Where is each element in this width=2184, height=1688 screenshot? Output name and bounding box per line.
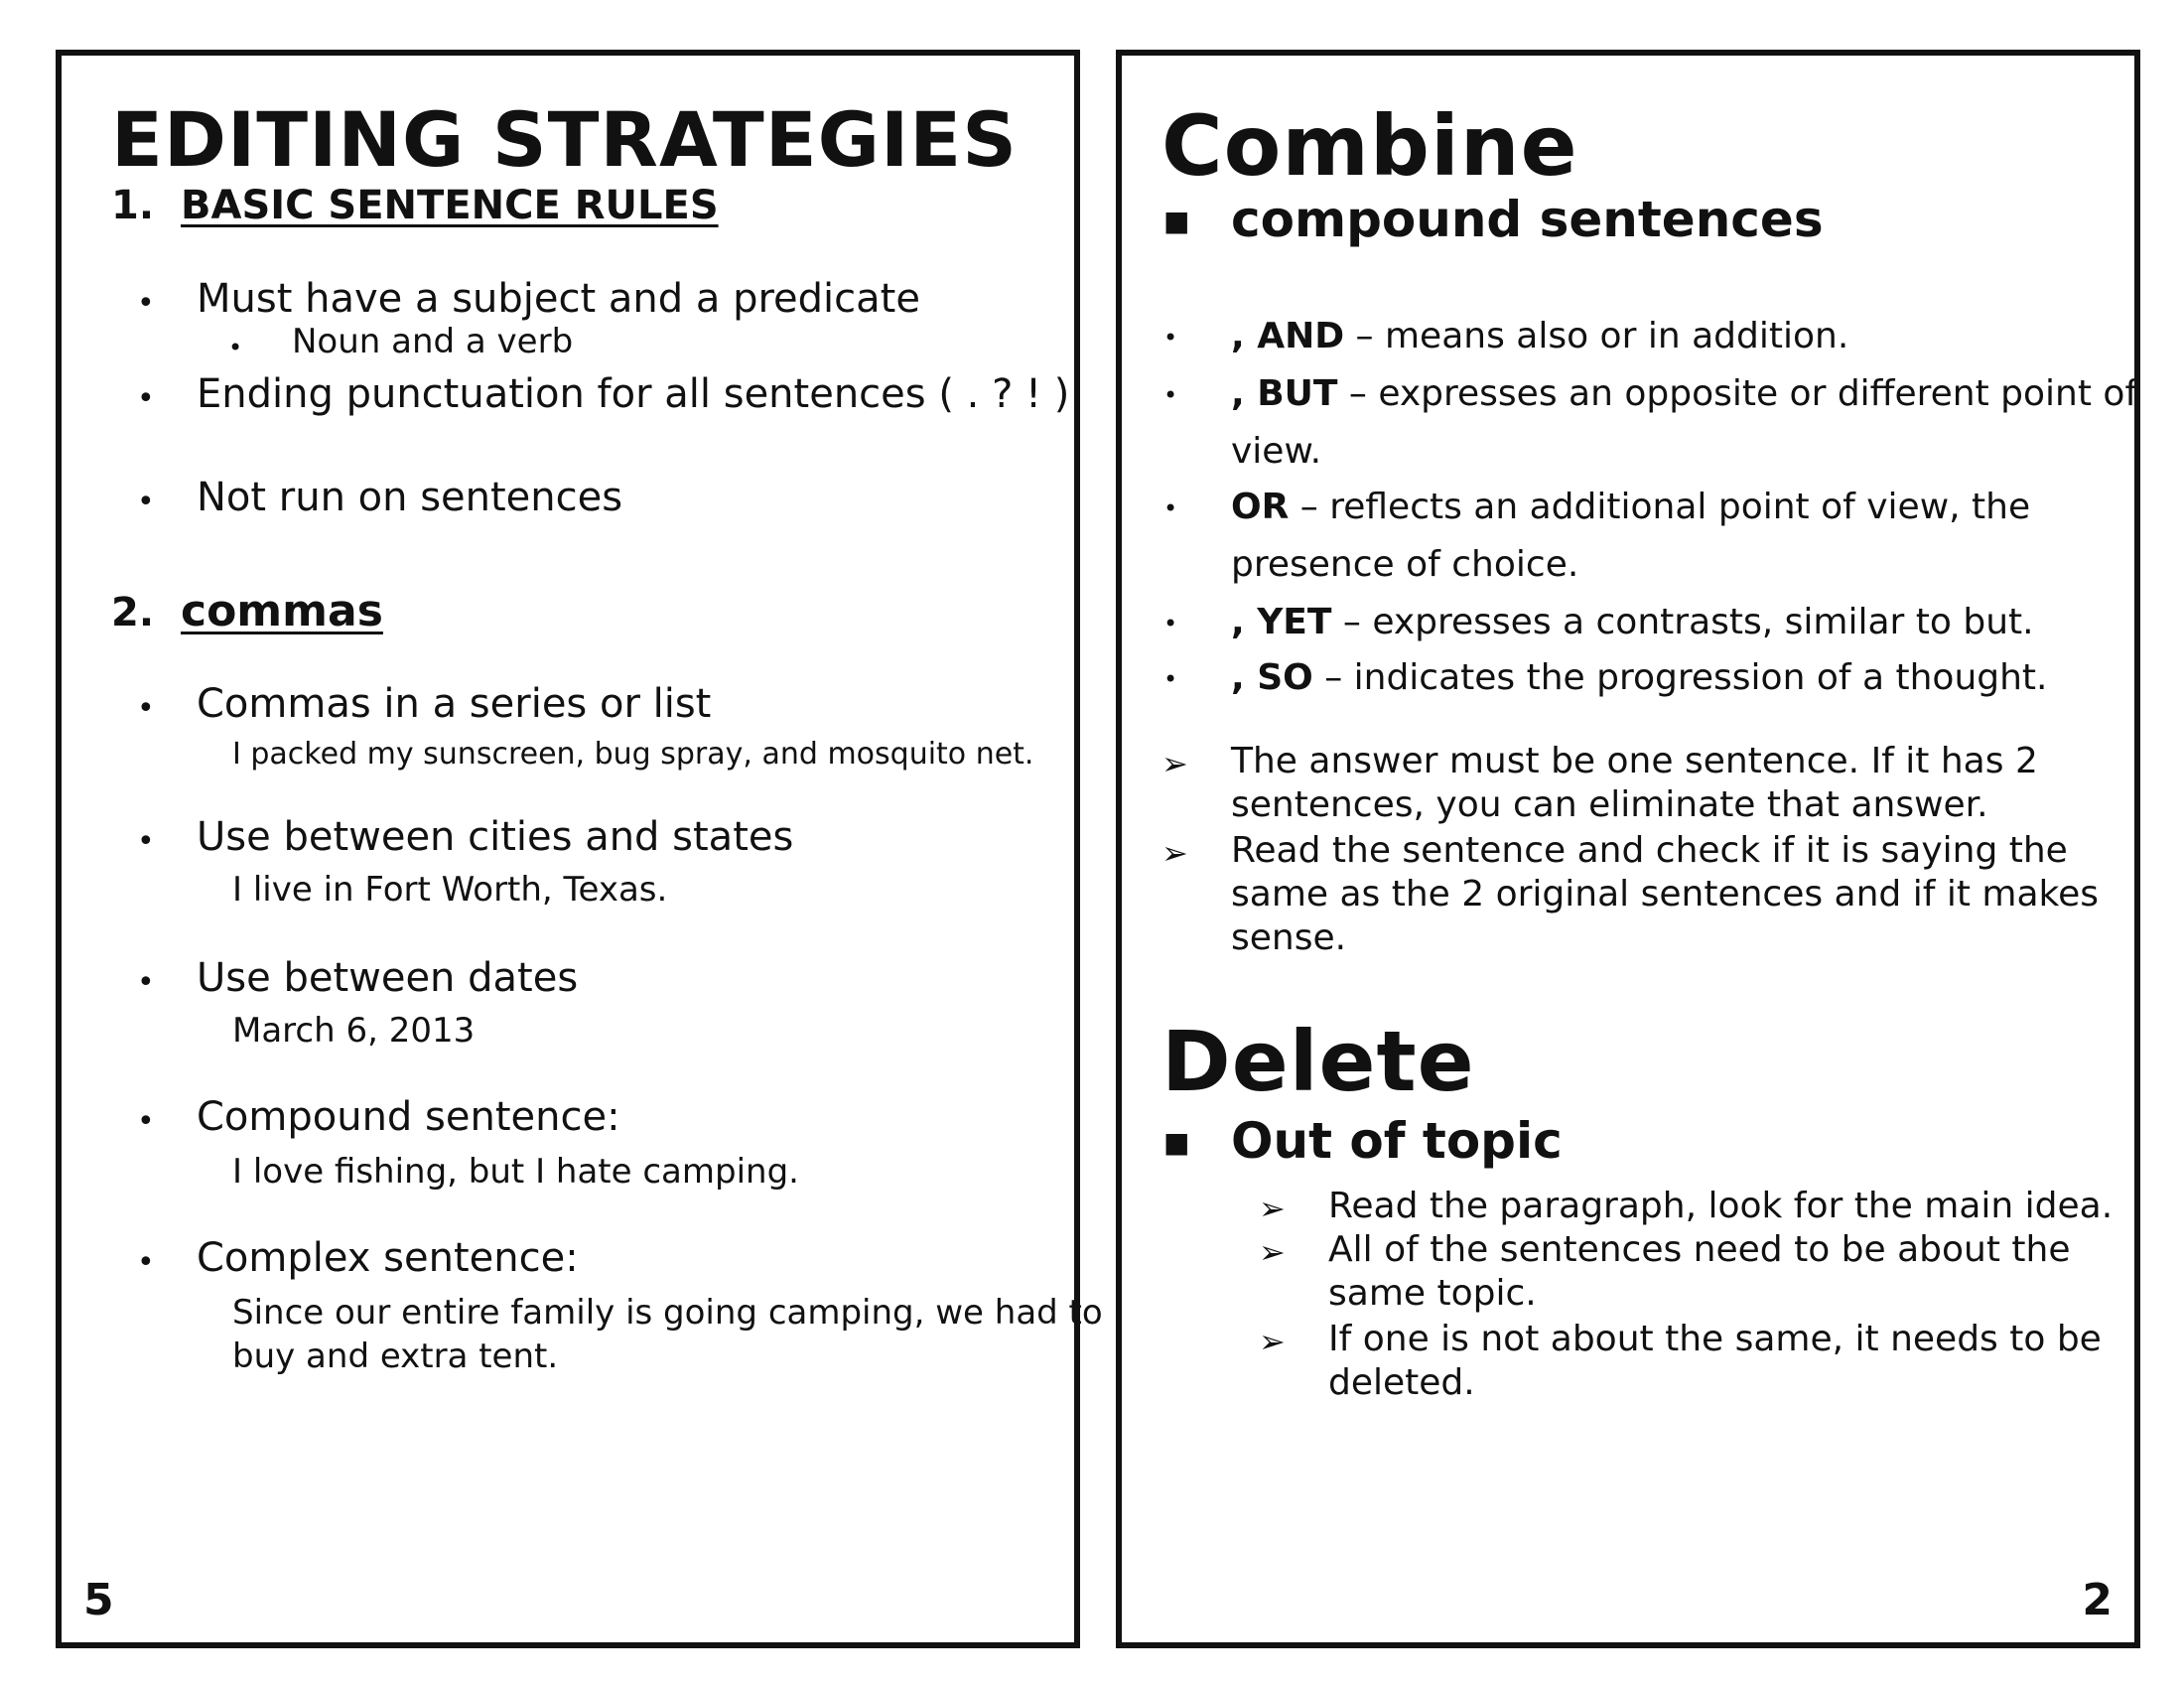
conjunction-item xyxy=(1231,602,2034,642)
conjunction-desc: – expresses an opposite or different point of xyxy=(1337,373,2138,414)
comma-rule: Use between cities and states xyxy=(197,814,794,860)
bullet: • xyxy=(1163,665,1178,693)
tip-line: The answer must be one sentence. If it has 2 xyxy=(1231,741,2038,781)
bullet: • xyxy=(228,334,243,361)
comma-example: Since our entire family is going camping, we had to xyxy=(232,1293,1103,1333)
conjunction-item xyxy=(1231,657,2048,698)
conjunction-item xyxy=(1231,316,1848,356)
right-page xyxy=(1116,50,2140,1648)
conjunction-desc: – means also or in addition. xyxy=(1344,316,1849,356)
arrow-bullet-icon: ➢ xyxy=(1259,1233,1286,1271)
tip-line: sentences, you can eliminate that answer. xyxy=(1231,784,1988,825)
arrow-bullet-icon: ➢ xyxy=(1259,1323,1286,1360)
arrow-bullet-icon: ➢ xyxy=(1161,834,1188,872)
section-heading: BASIC SENTENCE RULES xyxy=(181,183,719,228)
rule-item: Must have a subject and a predicate xyxy=(197,276,920,322)
delete-tip-line: deleted. xyxy=(1328,1362,1475,1403)
delete-tip-line: If one is not about the same, it needs to be xyxy=(1328,1319,2102,1359)
comma-example: March 6, 2013 xyxy=(232,1011,476,1051)
combine-title: Combine xyxy=(1161,97,1578,195)
conjunction-word: , BUT xyxy=(1231,373,1338,414)
conjunction-item xyxy=(1231,487,2030,527)
tip-line: Read the sentence and check if it is saying the xyxy=(1231,830,2068,871)
bullet: • xyxy=(137,965,155,1000)
bullet: • xyxy=(137,824,155,859)
comma-example: I love fishing, but I hate camping. xyxy=(232,1152,799,1192)
conjunction-word: OR xyxy=(1231,487,1290,527)
arrow-bullet-icon: ➢ xyxy=(1161,745,1188,782)
delete-tip-line: same topic. xyxy=(1328,1273,1537,1314)
conjunction-desc-cont: presence of choice. xyxy=(1231,544,1579,585)
bullet: • xyxy=(1163,381,1178,409)
comma-example: buy and extra tent. xyxy=(232,1336,559,1376)
bullet: • xyxy=(137,1104,155,1139)
delete-tip-line: Read the paragraph, look for the main idea. xyxy=(1328,1186,2114,1226)
conjunction-desc: – reflects an additional point of view, the xyxy=(1289,487,2031,527)
comma-rule: Complex sentence: xyxy=(197,1235,579,1281)
comma-rule: Compound sentence: xyxy=(197,1094,620,1140)
conjunction-word: , YET xyxy=(1231,602,1332,642)
left-page xyxy=(56,50,1103,1648)
page-title: EDITING STRATEGIES xyxy=(111,95,1018,184)
bullet: • xyxy=(1163,324,1178,352)
tip-line: same as the 2 original sentences and if it makes xyxy=(1231,874,2100,914)
conjunction-desc: – expresses a contrasts, similar to but. xyxy=(1331,602,2034,642)
topic-heading: Out of topic xyxy=(1231,1112,1563,1170)
comma-example: I live in Fort Worth, Texas. xyxy=(232,870,668,910)
delete-tip-line: All of the sentences need to be about the xyxy=(1328,1229,2071,1270)
bullet: • xyxy=(137,485,155,519)
page-number: 5 xyxy=(83,1575,114,1625)
rule-sub-item: Noun and a verb xyxy=(292,322,574,361)
comma-rule: Commas in a series or list xyxy=(197,681,712,727)
bullet: • xyxy=(137,381,155,416)
delete-title: Delete xyxy=(1161,1013,1475,1110)
bullet: • xyxy=(137,1245,155,1280)
section-number: 2. xyxy=(111,590,155,635)
conjunction-desc: – indicates the progression of a thought. xyxy=(1312,657,2048,698)
conjunction-word: , AND xyxy=(1231,316,1345,356)
square-bullet-icon: ■ xyxy=(1163,205,1190,237)
bullet: • xyxy=(1163,610,1178,637)
bullet: • xyxy=(137,691,155,726)
rule-item: Not run on sentences xyxy=(197,475,623,520)
conjunction-item xyxy=(1231,373,2137,414)
section-number: 1. xyxy=(111,183,155,228)
rule-item: Ending punctuation for all sentences ( . ? ! ) xyxy=(197,371,1070,417)
arrow-bullet-icon: ➢ xyxy=(1259,1190,1286,1227)
conjunction-word: , SO xyxy=(1231,657,1313,698)
section-heading: commas xyxy=(181,586,383,636)
conjunction-desc-cont: view. xyxy=(1231,431,1322,472)
comma-example: I packed my sunscreen, bug spray, and mosquito net. xyxy=(232,737,1034,772)
comma-rule: Use between dates xyxy=(197,955,579,1001)
square-bullet-icon: ■ xyxy=(1163,1126,1190,1159)
bullet: • xyxy=(137,286,155,321)
bullet: • xyxy=(1163,494,1178,522)
compound-heading: compound sentences xyxy=(1231,191,1824,248)
page-number: 2 xyxy=(2082,1575,2113,1625)
tip-line: sense. xyxy=(1231,917,1347,958)
